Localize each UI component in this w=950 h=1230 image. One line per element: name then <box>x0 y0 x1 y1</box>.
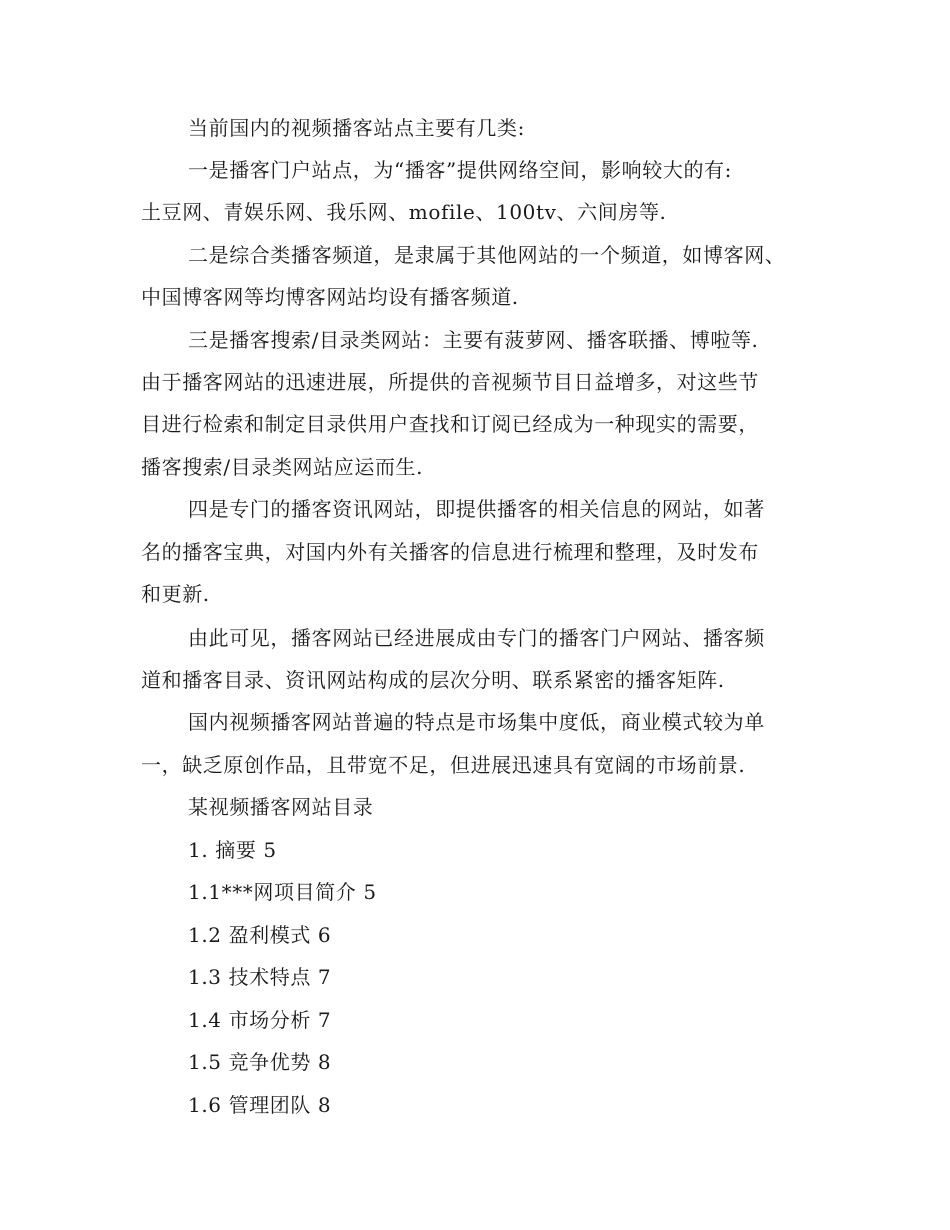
paragraph-line: 中国博客网等均博客网站均设有播客频道. <box>141 285 519 309</box>
paragraph-line: 当前国内的视频播客站点主要有几类: <box>188 116 525 140</box>
paragraph-line: 一是播客门户站点，为“播客”提供网络空间，影响较大的有: <box>188 158 732 182</box>
paragraph-line: 名的播客宝典，对国内外有关播客的信息进行梳理和整理，及时发布 <box>141 540 759 564</box>
paragraph-line: 目进行检索和制定目录供用户查找和订阅已经成为一种现实的需要， <box>141 412 759 436</box>
toc-item: 1.2 盈利模式 6 <box>188 923 332 947</box>
paragraph-line: 二是综合类播客频道，是隶属于其他网站的一个频道，如博客网、 <box>188 243 786 267</box>
paragraph-line: 播客搜索/目录类网站应运而生. <box>141 455 424 479</box>
toc-item: 1.5 竞争优势 8 <box>188 1050 332 1074</box>
paragraph-line: 道和播客目录、资讯网站构成的层次分明、联系紧密的播客矩阵. <box>141 668 725 692</box>
paragraph-line: 由此可见，播客网站已经进展成由专门的播客门户网站、播客频 <box>188 626 765 650</box>
paragraph-line: 一，缺乏原创作品，且带宽不足，但进展迅速具有宽阔的市场前景. <box>141 753 746 777</box>
paragraph-line: 四是专门的播客资讯网站，即提供播客的相关信息的网站，如著 <box>188 497 765 521</box>
toc-item: 1.6 管理团队 8 <box>188 1093 332 1117</box>
toc-item: 1. 摘要 5 <box>188 838 277 862</box>
toc-item: 1.3 技术特点 7 <box>188 965 332 989</box>
toc-item: 1.4 市场分析 7 <box>188 1008 332 1032</box>
paragraph-line: 土豆网、青娱乐网、我乐网、mofile、100tv、六间房等. <box>141 200 667 224</box>
paragraph-line: 国内视频播客网站普遍的特点是市场集中度低，商业模式较为单 <box>188 710 765 734</box>
paragraph-line: 由于播客网站的迅速进展，所提供的音视频节目日益增多，对这些节 <box>141 370 759 394</box>
toc-item: 1.1***网项目简介 5 <box>188 880 377 904</box>
paragraph-line: 三是播客搜索/目录类网站：主要有菠萝网、播客联播、博啦等. <box>188 328 759 352</box>
paragraph-line: 和更新. <box>141 582 210 606</box>
toc-title: 某视频播客网站目录 <box>188 795 374 819</box>
